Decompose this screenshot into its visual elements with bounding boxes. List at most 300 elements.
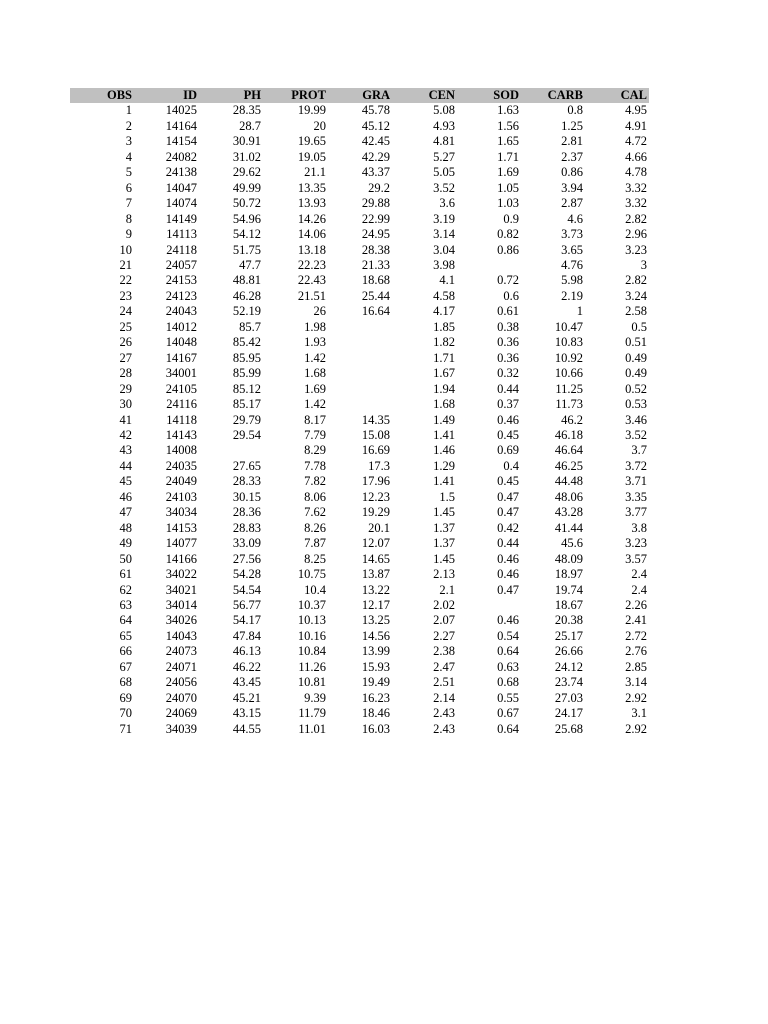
- table-row: [70, 181, 649, 196]
- table-cell: 85.7: [239, 319, 261, 334]
- table-cell: 10.13: [297, 613, 326, 628]
- table-row: [70, 583, 649, 598]
- table-cell: 1.42: [304, 350, 326, 365]
- table-cell: 34014: [165, 597, 197, 612]
- table-cell: 14047: [165, 180, 197, 195]
- table-cell: 2.27: [433, 628, 455, 643]
- table-row: [70, 382, 649, 397]
- table-cell: 22: [119, 273, 132, 288]
- table-cell: 19.05: [297, 149, 326, 164]
- table-cell: 3.8: [631, 520, 647, 535]
- table-cell: 5: [125, 165, 132, 180]
- table-cell: 24116: [166, 397, 197, 412]
- table-cell: 0.37: [497, 397, 519, 412]
- table-cell: 71: [119, 721, 132, 736]
- table-cell: 27.65: [232, 458, 261, 473]
- table-cell: 45.78: [361, 103, 390, 118]
- table-cell: 0.36: [497, 350, 519, 365]
- table-cell: 3.14: [625, 675, 647, 690]
- table-cell: [199, 443, 263, 458]
- table-cell: 14.35: [361, 412, 390, 427]
- table-cell: [328, 366, 392, 381]
- table-cell: 34039: [165, 721, 197, 736]
- table-cell: 22.23: [297, 257, 326, 272]
- table-cell: 5.05: [433, 165, 455, 180]
- table-cell: 0.32: [497, 366, 519, 381]
- table-row: [70, 459, 649, 474]
- table-cell: 4.95: [625, 103, 647, 118]
- table-cell: 0.69: [497, 443, 519, 458]
- table-cell: 64: [119, 613, 132, 628]
- table-cell: 11.01: [298, 721, 326, 736]
- table-cell: 46.2: [561, 412, 583, 427]
- table-cell: 3: [640, 257, 647, 272]
- table-cell: [328, 351, 392, 366]
- table-cell: 1.67: [433, 366, 455, 381]
- table-cell: 12.07: [361, 536, 390, 551]
- table-cell: 2.76: [625, 644, 647, 659]
- table-cell: 3.52: [433, 180, 455, 195]
- table-cell: 24.95: [361, 227, 390, 242]
- table-cell: 21: [119, 257, 132, 272]
- table-cell: 2.43: [433, 706, 455, 721]
- table-cell: 45.6: [561, 536, 583, 551]
- table-cell: 34034: [165, 505, 197, 520]
- table-cell: 0.6: [503, 288, 519, 303]
- table-cell: 14.06: [297, 227, 326, 242]
- table-row: [70, 165, 649, 180]
- table-cell: 0.54: [497, 628, 519, 643]
- table-cell: 21.1: [304, 165, 326, 180]
- table-cell: 28: [119, 366, 132, 381]
- table-cell: 4.66: [625, 149, 647, 164]
- table-row: [70, 366, 649, 381]
- table-cell: 0.51: [625, 335, 647, 350]
- table-cell: 2.1: [439, 582, 455, 597]
- table-cell: 18.68: [361, 273, 390, 288]
- table-cell: 9.39: [304, 690, 326, 705]
- table-cell: 24.17: [554, 706, 583, 721]
- table-cell: 49: [119, 536, 132, 551]
- table-cell: 1.68: [304, 366, 326, 381]
- table-cell: 1: [576, 304, 583, 319]
- table-cell: 2.43: [433, 721, 455, 736]
- table-cell: 7: [125, 196, 132, 211]
- column-header-cal: CAL: [585, 88, 649, 103]
- table-cell: 12.23: [361, 489, 390, 504]
- column-header-ph: PH: [199, 88, 263, 103]
- table-row: [70, 304, 649, 319]
- table-cell: 10.83: [554, 335, 583, 350]
- table-cell: 26: [313, 304, 326, 319]
- table-cell: 4.58: [433, 288, 455, 303]
- table-cell: 5.98: [561, 273, 583, 288]
- table-cell: 7.62: [304, 505, 326, 520]
- table-cell: 0.38: [497, 319, 519, 334]
- table-cell: 14048: [165, 335, 197, 350]
- table-cell: 48.06: [554, 489, 583, 504]
- table-cell: 3.52: [625, 427, 647, 442]
- table-cell: 43: [119, 443, 132, 458]
- table-row: [70, 150, 649, 165]
- table-cell: 47: [119, 505, 132, 520]
- table-row: [70, 134, 649, 149]
- table-cell: 0.47: [497, 582, 519, 597]
- table-cell: 85.17: [232, 397, 261, 412]
- table-cell: 13.25: [361, 613, 390, 628]
- table-cell: 0.47: [497, 489, 519, 504]
- table-cell: 3.57: [625, 551, 647, 566]
- table-cell: 14113: [166, 227, 197, 242]
- table-cell: 0.44: [497, 536, 519, 551]
- column-header-gra: GRA: [328, 88, 392, 103]
- table-cell: 2.07: [433, 613, 455, 628]
- header-row: [70, 88, 649, 103]
- table-cell: 29.62: [232, 165, 261, 180]
- table-cell: 29.79: [232, 412, 261, 427]
- table-cell: 0.36: [497, 335, 519, 350]
- table-cell: 13.18: [297, 242, 326, 257]
- table-row: [70, 505, 649, 520]
- table-cell: 67: [119, 659, 132, 674]
- table-cell: 24057: [165, 257, 197, 272]
- table-cell: 54.54: [232, 582, 261, 597]
- table-cell: 14153: [165, 520, 197, 535]
- table-cell: 85.42: [232, 335, 261, 350]
- table-cell: 2.82: [625, 211, 647, 226]
- table-cell: 24082: [165, 149, 197, 164]
- table-cell: 28.35: [232, 103, 261, 118]
- table-cell: 2.47: [433, 659, 455, 674]
- table-cell: 85.95: [232, 350, 261, 365]
- table-cell: 44: [119, 458, 132, 473]
- table-cell: 1.63: [497, 103, 519, 118]
- table-cell: 24056: [165, 675, 197, 690]
- table-cell: 25: [119, 319, 132, 334]
- table-cell: 14118: [166, 412, 197, 427]
- table-cell: 14149: [165, 211, 197, 226]
- table-cell: 2.02: [433, 597, 455, 612]
- table-cell: 2.26: [625, 597, 647, 612]
- table-cell: [328, 382, 392, 397]
- table-cell: 61: [119, 567, 132, 582]
- table-cell: 45: [119, 474, 132, 489]
- table-cell: 17.3: [368, 458, 390, 473]
- table-cell: 3.98: [433, 257, 455, 272]
- table-cell: 43.45: [232, 675, 261, 690]
- table-row: [70, 335, 649, 350]
- table-cell: 1.41: [433, 427, 455, 442]
- table-row: [70, 536, 649, 551]
- table-cell: 30.15: [232, 489, 261, 504]
- table-cell: 14143: [165, 427, 197, 442]
- table-cell: 47.7: [239, 257, 261, 272]
- table-cell: 3.23: [625, 242, 647, 257]
- table-row: [70, 691, 649, 706]
- table-row: [70, 320, 649, 335]
- table-cell: 2.96: [625, 227, 647, 242]
- table-cell: 7.78: [304, 458, 326, 473]
- table-cell: 10.66: [554, 366, 583, 381]
- table-cell: 0.46: [497, 551, 519, 566]
- table-cell: 0.64: [497, 721, 519, 736]
- column-header-sod: SOD: [457, 88, 521, 103]
- table-cell: 0.5: [631, 319, 647, 334]
- table-cell: 2.72: [625, 628, 647, 643]
- table-row: [70, 212, 649, 227]
- table-cell: 10: [119, 242, 132, 257]
- table-cell: 14.65: [361, 551, 390, 566]
- table-cell: 2.82: [625, 273, 647, 288]
- table-cell: 1.85: [433, 319, 455, 334]
- table-cell: 24069: [165, 706, 197, 721]
- table-cell: 0.42: [497, 520, 519, 535]
- table-cell: 3.24: [625, 288, 647, 303]
- table-cell: 1.05: [497, 180, 519, 195]
- table-cell: 1.25: [561, 118, 583, 133]
- table-cell: 42.29: [361, 149, 390, 164]
- table-cell: 1.5: [439, 489, 455, 504]
- table-cell: 56.77: [232, 597, 261, 612]
- table-cell: 3.71: [625, 474, 647, 489]
- table-cell: 0.72: [497, 273, 519, 288]
- table-cell: 46.13: [232, 644, 261, 659]
- table-cell: 34026: [165, 613, 197, 628]
- table-cell: 24105: [165, 381, 197, 396]
- table-cell: 20.1: [368, 520, 390, 535]
- table-cell: 0.49: [625, 350, 647, 365]
- table-cell: 54.96: [232, 211, 261, 226]
- table-cell: 1.69: [304, 381, 326, 396]
- table-cell: 11.73: [555, 397, 583, 412]
- table-cell: 19.99: [297, 103, 326, 118]
- table-cell: 22.99: [361, 211, 390, 226]
- table-cell: 1.71: [497, 149, 519, 164]
- table-cell: 85.12: [232, 381, 261, 396]
- table-row: [70, 613, 649, 628]
- table-cell: 14077: [165, 536, 197, 551]
- table-cell: 1.71: [433, 350, 455, 365]
- table-cell: 0.46: [497, 567, 519, 582]
- table-cell: 1.49: [433, 412, 455, 427]
- table-cell: 1: [125, 103, 132, 118]
- table-cell: 2.14: [433, 690, 455, 705]
- table-row: [70, 227, 649, 242]
- table-cell: 4.72: [625, 134, 647, 149]
- table-cell: 0.82: [497, 227, 519, 242]
- table-cell: 1.42: [304, 397, 326, 412]
- table-cell: 16.64: [361, 304, 390, 319]
- table-cell: 30.91: [232, 134, 261, 149]
- table-cell: 50.72: [232, 196, 261, 211]
- table-cell: 24035: [165, 458, 197, 473]
- table-cell: 0.45: [497, 427, 519, 442]
- table-cell: 3: [125, 134, 132, 149]
- table-row: [70, 428, 649, 443]
- table-cell: 48.09: [554, 551, 583, 566]
- table-cell: 27.03: [554, 690, 583, 705]
- table-cell: 14154: [165, 134, 197, 149]
- table-cell: 4.17: [433, 304, 455, 319]
- table-cell: 24118: [166, 242, 197, 257]
- table-row: [70, 598, 649, 613]
- table-cell: 21.51: [297, 288, 326, 303]
- table-cell: 43.28: [554, 505, 583, 520]
- table-cell: 0.67: [497, 706, 519, 721]
- table-cell: 1.68: [433, 397, 455, 412]
- table-cell: 45.12: [361, 118, 390, 133]
- table-cell: 0.4: [503, 458, 519, 473]
- table-cell: 2.4: [631, 582, 647, 597]
- table-cell: 50: [119, 551, 132, 566]
- table-cell: 24138: [165, 165, 197, 180]
- table-cell: 25.68: [554, 721, 583, 736]
- table-cell: 1.82: [433, 335, 455, 350]
- table-cell: 0.46: [497, 412, 519, 427]
- table-cell: 3.46: [625, 412, 647, 427]
- table-cell: 2.13: [433, 567, 455, 582]
- table-cell: 43.37: [361, 165, 390, 180]
- table-cell: 10.16: [297, 628, 326, 643]
- table-cell: 46.64: [554, 443, 583, 458]
- table-cell: 0.52: [625, 381, 647, 396]
- table-cell: 29.54: [232, 427, 261, 442]
- table-cell: [457, 258, 521, 273]
- table-cell: 68: [119, 675, 132, 690]
- table-cell: 33.09: [232, 536, 261, 551]
- table-row: [70, 722, 649, 737]
- table-cell: 2.38: [433, 644, 455, 659]
- table-row: [70, 258, 649, 273]
- table-cell: 43.15: [232, 706, 261, 721]
- table-cell: 49.99: [232, 180, 261, 195]
- table-cell: 42: [119, 427, 132, 442]
- table-cell: 44.55: [232, 721, 261, 736]
- table-cell: 24153: [165, 273, 197, 288]
- table-cell: 0.47: [497, 505, 519, 520]
- table-cell: 10.84: [297, 644, 326, 659]
- table-cell: 28.33: [232, 474, 261, 489]
- table-cell: 66: [119, 644, 132, 659]
- table-cell: 1.94: [433, 381, 455, 396]
- table-cell: 48.81: [232, 273, 261, 288]
- table-cell: 46.25: [554, 458, 583, 473]
- table-cell: 34021: [165, 582, 197, 597]
- table-cell: 3.23: [625, 536, 647, 551]
- table-cell: 4.81: [433, 134, 455, 149]
- table-row: [70, 552, 649, 567]
- table-cell: 0.64: [497, 644, 519, 659]
- table-cell: 0.55: [497, 690, 519, 705]
- table-cell: 24123: [165, 288, 197, 303]
- table-cell: 3.35: [625, 489, 647, 504]
- table-cell: 0.53: [625, 397, 647, 412]
- table-cell: 4.1: [439, 273, 455, 288]
- table-cell: 13.87: [361, 567, 390, 582]
- table-cell: 14.56: [361, 628, 390, 643]
- table-row: [70, 675, 649, 690]
- table-cell: 2.51: [433, 675, 455, 690]
- table-cell: 65: [119, 628, 132, 643]
- table-cell: 16.23: [361, 690, 390, 705]
- table-cell: 24103: [165, 489, 197, 504]
- table-cell: 44.48: [554, 474, 583, 489]
- table-cell: 7.82: [304, 474, 326, 489]
- table-cell: 54.17: [232, 613, 261, 628]
- table-cell: 5.27: [433, 149, 455, 164]
- table-cell: 34001: [165, 366, 197, 381]
- column-header-prot: PROT: [263, 88, 328, 103]
- table-cell: 85.99: [232, 366, 261, 381]
- table-cell: 19.74: [554, 582, 583, 597]
- table-cell: 8.17: [304, 412, 326, 427]
- table-cell: 7.79: [304, 427, 326, 442]
- table-cell: 2.81: [561, 134, 583, 149]
- table-cell: 29.2: [368, 180, 390, 195]
- table-cell: 0.8: [567, 103, 583, 118]
- table-cell: 14166: [165, 551, 197, 566]
- table-cell: 5.08: [433, 103, 455, 118]
- table-cell: 42.45: [361, 134, 390, 149]
- table-cell: 0.61: [497, 304, 519, 319]
- table-cell: 6: [125, 180, 132, 195]
- table-cell: 4.6: [567, 211, 583, 226]
- table-cell: 2.19: [561, 288, 583, 303]
- table-cell: 20: [313, 118, 326, 133]
- table-cell: 23: [119, 288, 132, 303]
- table-cell: 24043: [165, 304, 197, 319]
- table-cell: 3.32: [625, 180, 647, 195]
- table-cell: 14025: [165, 103, 197, 118]
- table-cell: 19.65: [297, 134, 326, 149]
- table-cell: 25.17: [554, 628, 583, 643]
- table-cell: 24.12: [554, 659, 583, 674]
- table-row: [70, 706, 649, 721]
- table-cell: 11.79: [298, 706, 326, 721]
- table-cell: 2.41: [625, 613, 647, 628]
- table-cell: 1.69: [497, 165, 519, 180]
- table-cell: 3.94: [561, 180, 583, 195]
- table-cell: 2.92: [625, 721, 647, 736]
- table-cell: [457, 598, 521, 613]
- table-cell: 28.83: [232, 520, 261, 535]
- table-cell: 19.29: [361, 505, 390, 520]
- table-cell: 52.19: [232, 304, 261, 319]
- table-cell: 4.78: [625, 165, 647, 180]
- table-cell: 24049: [165, 474, 197, 489]
- table-row: [70, 273, 649, 288]
- table-row: [70, 474, 649, 489]
- table-cell: 31.02: [232, 149, 261, 164]
- table-cell: 41: [119, 412, 132, 427]
- table-cell: 63: [119, 597, 132, 612]
- table-row: [70, 103, 649, 118]
- table-cell: 13.22: [361, 582, 390, 597]
- table-row: [70, 351, 649, 366]
- table-cell: 10.4: [304, 582, 326, 597]
- table-cell: 0.68: [497, 675, 519, 690]
- table-cell: 2.87: [561, 196, 583, 211]
- table-cell: 0.86: [497, 242, 519, 257]
- table-cell: 51.75: [232, 242, 261, 257]
- table-cell: 2.4: [631, 567, 647, 582]
- table-cell: 28.38: [361, 242, 390, 257]
- table-cell: 3.14: [433, 227, 455, 242]
- table-cell: 0.86: [561, 165, 583, 180]
- table-cell: 10.37: [297, 597, 326, 612]
- table-cell: 14164: [165, 118, 197, 133]
- table-cell: 14012: [165, 319, 197, 334]
